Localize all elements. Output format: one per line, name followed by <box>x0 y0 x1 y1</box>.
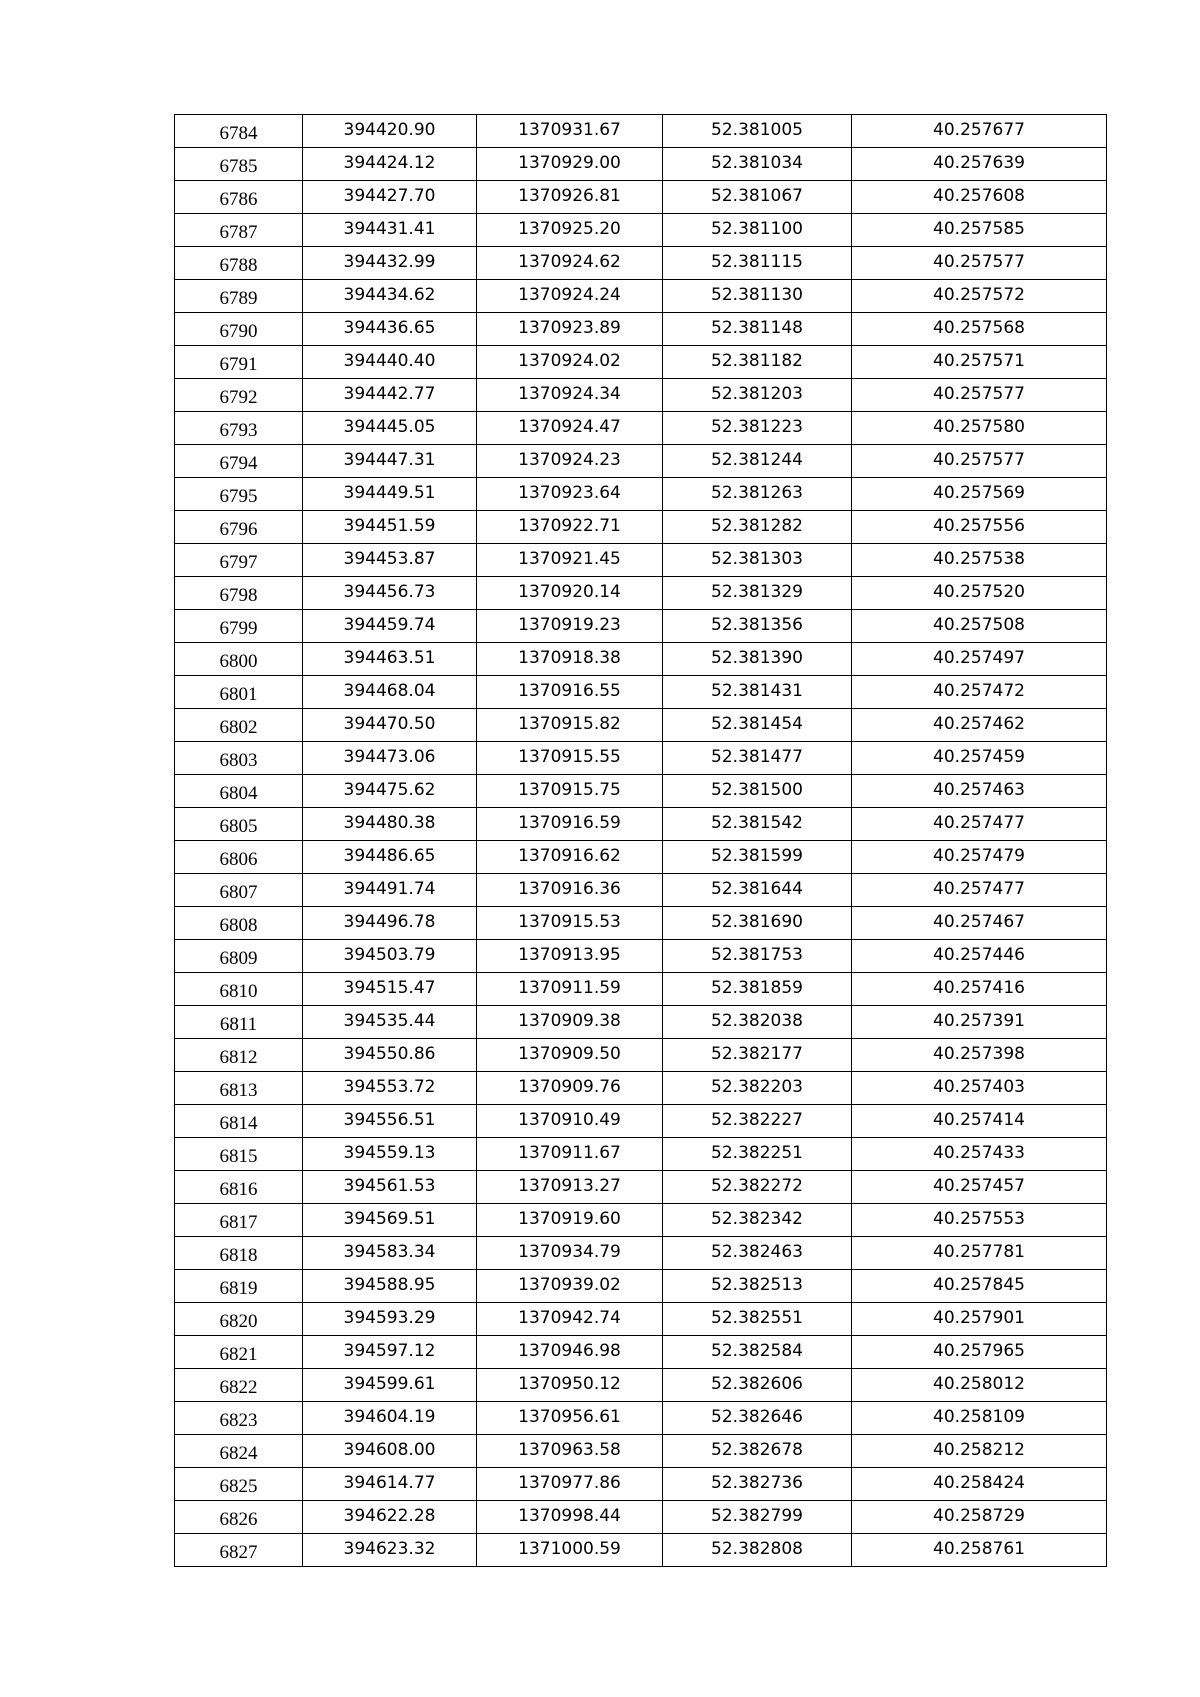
longitude-cell: 40.257403 <box>852 1072 1107 1105</box>
coord-x-cell: 394434.62 <box>303 280 477 313</box>
coord-x-cell: 394424.12 <box>303 148 477 181</box>
point-number-cell: 6826 <box>175 1501 303 1534</box>
longitude-cell: 40.258012 <box>852 1369 1107 1402</box>
point-number-cell: 6817 <box>175 1204 303 1237</box>
table-row <box>175 973 1107 1006</box>
coord-y-cell: 1370963.58 <box>477 1435 663 1468</box>
longitude-cell: 40.257391 <box>852 1006 1107 1039</box>
point-number-cell: 6819 <box>175 1270 303 1303</box>
coord-x-cell: 394436.65 <box>303 313 477 346</box>
table-row <box>175 1303 1107 1336</box>
coord-y-cell: 1370924.62 <box>477 247 663 280</box>
coord-y-cell: 1370923.89 <box>477 313 663 346</box>
longitude-cell: 40.258761 <box>852 1534 1107 1567</box>
longitude-cell: 40.257585 <box>852 214 1107 247</box>
point-number-cell: 6823 <box>175 1402 303 1435</box>
latitude-cell: 52.382251 <box>663 1138 852 1171</box>
longitude-cell: 40.257433 <box>852 1138 1107 1171</box>
coord-y-cell: 1370916.36 <box>477 874 663 907</box>
table-row <box>175 1006 1107 1039</box>
latitude-cell: 52.381182 <box>663 346 852 379</box>
coord-x-cell: 394468.04 <box>303 676 477 709</box>
coord-x-cell: 394535.44 <box>303 1006 477 1039</box>
coord-x-cell: 394604.19 <box>303 1402 477 1435</box>
coord-y-cell: 1370929.00 <box>477 148 663 181</box>
point-number-cell: 6796 <box>175 511 303 544</box>
coord-x-cell: 394496.78 <box>303 907 477 940</box>
coord-y-cell: 1370924.34 <box>477 379 663 412</box>
table-row <box>175 478 1107 511</box>
longitude-cell: 40.257639 <box>852 148 1107 181</box>
latitude-cell: 52.381005 <box>663 115 852 148</box>
table-row <box>175 1435 1107 1468</box>
table-row <box>175 1270 1107 1303</box>
table-row <box>175 1204 1107 1237</box>
point-number-cell: 6816 <box>175 1171 303 1204</box>
latitude-cell: 52.382551 <box>663 1303 852 1336</box>
coord-y-cell: 1370915.75 <box>477 775 663 808</box>
longitude-cell: 40.257477 <box>852 874 1107 907</box>
point-number-cell: 6825 <box>175 1468 303 1501</box>
table-row <box>175 115 1107 148</box>
longitude-cell: 40.258212 <box>852 1435 1107 1468</box>
coord-x-cell: 394622.28 <box>303 1501 477 1534</box>
coord-x-cell: 394447.31 <box>303 445 477 478</box>
longitude-cell: 40.257472 <box>852 676 1107 709</box>
longitude-cell: 40.258729 <box>852 1501 1107 1534</box>
longitude-cell: 40.257538 <box>852 544 1107 577</box>
coord-x-cell: 394550.86 <box>303 1039 477 1072</box>
coord-y-cell: 1370950.12 <box>477 1369 663 1402</box>
point-number-cell: 6791 <box>175 346 303 379</box>
latitude-cell: 52.381454 <box>663 709 852 742</box>
longitude-cell: 40.257571 <box>852 346 1107 379</box>
longitude-cell: 40.257479 <box>852 841 1107 874</box>
point-number-cell: 6785 <box>175 148 303 181</box>
coord-x-cell: 394475.62 <box>303 775 477 808</box>
table-row <box>175 148 1107 181</box>
latitude-cell: 52.382606 <box>663 1369 852 1402</box>
latitude-cell: 52.381130 <box>663 280 852 313</box>
coord-x-cell: 394442.77 <box>303 379 477 412</box>
latitude-cell: 52.381034 <box>663 148 852 181</box>
coord-x-cell: 394456.73 <box>303 577 477 610</box>
table-row <box>175 1072 1107 1105</box>
point-number-cell: 6790 <box>175 313 303 346</box>
coord-x-cell: 394453.87 <box>303 544 477 577</box>
latitude-cell: 52.381115 <box>663 247 852 280</box>
coord-x-cell: 394503.79 <box>303 940 477 973</box>
coord-x-cell: 394420.90 <box>303 115 477 148</box>
table-row <box>175 1039 1107 1072</box>
point-number-cell: 6827 <box>175 1534 303 1567</box>
coord-x-cell: 394597.12 <box>303 1336 477 1369</box>
table-row <box>175 313 1107 346</box>
table-row <box>175 1402 1107 1435</box>
table-row <box>175 577 1107 610</box>
latitude-cell: 52.381303 <box>663 544 852 577</box>
longitude-cell: 40.257556 <box>852 511 1107 544</box>
longitude-cell: 40.257457 <box>852 1171 1107 1204</box>
latitude-cell: 52.381203 <box>663 379 852 412</box>
coord-y-cell: 1370924.23 <box>477 445 663 478</box>
coord-x-cell: 394431.41 <box>303 214 477 247</box>
coord-y-cell: 1370915.53 <box>477 907 663 940</box>
coord-y-cell: 1370909.76 <box>477 1072 663 1105</box>
coord-x-cell: 394593.29 <box>303 1303 477 1336</box>
longitude-cell: 40.257845 <box>852 1270 1107 1303</box>
point-number-cell: 6798 <box>175 577 303 610</box>
coord-y-cell: 1370918.38 <box>477 643 663 676</box>
coord-y-cell: 1370911.59 <box>477 973 663 1006</box>
longitude-cell: 40.257553 <box>852 1204 1107 1237</box>
point-number-cell: 6784 <box>175 115 303 148</box>
longitude-cell: 40.257568 <box>852 313 1107 346</box>
coord-y-cell: 1370924.02 <box>477 346 663 379</box>
table-row <box>175 907 1107 940</box>
table-row <box>175 643 1107 676</box>
coord-y-cell: 1370924.47 <box>477 412 663 445</box>
longitude-cell: 40.257569 <box>852 478 1107 511</box>
table-row <box>175 511 1107 544</box>
point-number-cell: 6810 <box>175 973 303 1006</box>
point-number-cell: 6809 <box>175 940 303 973</box>
coord-y-cell: 1370915.55 <box>477 742 663 775</box>
latitude-cell: 52.382736 <box>663 1468 852 1501</box>
point-number-cell: 6792 <box>175 379 303 412</box>
point-number-cell: 6822 <box>175 1369 303 1402</box>
longitude-cell: 40.257459 <box>852 742 1107 775</box>
coord-x-cell: 394432.99 <box>303 247 477 280</box>
table-row <box>175 874 1107 907</box>
coord-y-cell: 1370939.02 <box>477 1270 663 1303</box>
latitude-cell: 52.382678 <box>663 1435 852 1468</box>
latitude-cell: 52.381542 <box>663 808 852 841</box>
point-number-cell: 6802 <box>175 709 303 742</box>
point-number-cell: 6805 <box>175 808 303 841</box>
coord-y-cell: 1370919.60 <box>477 1204 663 1237</box>
point-number-cell: 6824 <box>175 1435 303 1468</box>
table-row <box>175 1171 1107 1204</box>
coord-x-cell: 394588.95 <box>303 1270 477 1303</box>
coord-x-cell: 394608.00 <box>303 1435 477 1468</box>
longitude-cell: 40.257781 <box>852 1237 1107 1270</box>
table-row <box>175 742 1107 775</box>
point-number-cell: 6821 <box>175 1336 303 1369</box>
point-number-cell: 6807 <box>175 874 303 907</box>
table-row <box>175 181 1107 214</box>
latitude-cell: 52.382227 <box>663 1105 852 1138</box>
latitude-cell: 52.381644 <box>663 874 852 907</box>
coord-y-cell: 1370922.71 <box>477 511 663 544</box>
latitude-cell: 52.381223 <box>663 412 852 445</box>
table-row <box>175 1501 1107 1534</box>
point-number-cell: 6818 <box>175 1237 303 1270</box>
point-number-cell: 6811 <box>175 1006 303 1039</box>
point-number-cell: 6797 <box>175 544 303 577</box>
point-number-cell: 6820 <box>175 1303 303 1336</box>
coord-x-cell: 394559.13 <box>303 1138 477 1171</box>
longitude-cell: 40.257477 <box>852 808 1107 841</box>
point-number-cell: 6794 <box>175 445 303 478</box>
coord-x-cell: 394491.74 <box>303 874 477 907</box>
coord-x-cell: 394459.74 <box>303 610 477 643</box>
coord-x-cell: 394480.38 <box>303 808 477 841</box>
longitude-cell: 40.258109 <box>852 1402 1107 1435</box>
table-row <box>175 346 1107 379</box>
latitude-cell: 52.382203 <box>663 1072 852 1105</box>
coord-y-cell: 1370916.55 <box>477 676 663 709</box>
coord-x-cell: 394561.53 <box>303 1171 477 1204</box>
point-number-cell: 6800 <box>175 643 303 676</box>
latitude-cell: 52.381067 <box>663 181 852 214</box>
table-row <box>175 1369 1107 1402</box>
latitude-cell: 52.382646 <box>663 1402 852 1435</box>
coordinates-table-body <box>175 115 1107 1567</box>
point-number-cell: 6812 <box>175 1039 303 1072</box>
coord-x-cell: 394569.51 <box>303 1204 477 1237</box>
point-number-cell: 6789 <box>175 280 303 313</box>
latitude-cell: 52.382513 <box>663 1270 852 1303</box>
point-number-cell: 6793 <box>175 412 303 445</box>
latitude-cell: 52.381244 <box>663 445 852 478</box>
longitude-cell: 40.257577 <box>852 247 1107 280</box>
point-number-cell: 6814 <box>175 1105 303 1138</box>
latitude-cell: 52.382808 <box>663 1534 852 1567</box>
latitude-cell: 52.382177 <box>663 1039 852 1072</box>
coord-x-cell: 394599.61 <box>303 1369 477 1402</box>
coord-x-cell: 394556.51 <box>303 1105 477 1138</box>
coord-x-cell: 394440.40 <box>303 346 477 379</box>
coord-y-cell: 1370910.49 <box>477 1105 663 1138</box>
point-number-cell: 6787 <box>175 214 303 247</box>
coord-y-cell: 1370916.59 <box>477 808 663 841</box>
longitude-cell: 40.257580 <box>852 412 1107 445</box>
coord-x-cell: 394449.51 <box>303 478 477 511</box>
latitude-cell: 52.381477 <box>663 742 852 775</box>
table-row <box>175 775 1107 808</box>
coord-y-cell: 1370916.62 <box>477 841 663 874</box>
latitude-cell: 52.381431 <box>663 676 852 709</box>
coord-x-cell: 394445.05 <box>303 412 477 445</box>
longitude-cell: 40.257608 <box>852 181 1107 214</box>
table-row <box>175 412 1107 445</box>
longitude-cell: 40.257677 <box>852 115 1107 148</box>
point-number-cell: 6795 <box>175 478 303 511</box>
latitude-cell: 52.381356 <box>663 610 852 643</box>
table-row <box>175 379 1107 412</box>
latitude-cell: 52.382342 <box>663 1204 852 1237</box>
coord-x-cell: 394473.06 <box>303 742 477 775</box>
longitude-cell: 40.257572 <box>852 280 1107 313</box>
point-number-cell: 6799 <box>175 610 303 643</box>
coord-y-cell: 1370931.67 <box>477 115 663 148</box>
longitude-cell: 40.257901 <box>852 1303 1107 1336</box>
coord-x-cell: 394470.50 <box>303 709 477 742</box>
table-row <box>175 676 1107 709</box>
latitude-cell: 52.381282 <box>663 511 852 544</box>
coord-y-cell: 1370924.24 <box>477 280 663 313</box>
coord-y-cell: 1370921.45 <box>477 544 663 577</box>
longitude-cell: 40.257463 <box>852 775 1107 808</box>
table-row <box>175 1105 1107 1138</box>
table-row <box>175 610 1107 643</box>
coord-y-cell: 1370913.95 <box>477 940 663 973</box>
table-row <box>175 1534 1107 1567</box>
latitude-cell: 52.382463 <box>663 1237 852 1270</box>
longitude-cell: 40.257416 <box>852 973 1107 1006</box>
longitude-cell: 40.257508 <box>852 610 1107 643</box>
point-number-cell: 6803 <box>175 742 303 775</box>
table-row <box>175 1336 1107 1369</box>
latitude-cell: 52.381859 <box>663 973 852 1006</box>
coord-x-cell: 394623.32 <box>303 1534 477 1567</box>
coord-y-cell: 1370920.14 <box>477 577 663 610</box>
coord-y-cell: 1370911.67 <box>477 1138 663 1171</box>
coord-y-cell: 1370919.23 <box>477 610 663 643</box>
longitude-cell: 40.257398 <box>852 1039 1107 1072</box>
latitude-cell: 52.382799 <box>663 1501 852 1534</box>
latitude-cell: 52.381329 <box>663 577 852 610</box>
coordinates-table <box>174 114 1107 1567</box>
coord-y-cell: 1370956.61 <box>477 1402 663 1435</box>
coord-y-cell: 1371000.59 <box>477 1534 663 1567</box>
coord-y-cell: 1370913.27 <box>477 1171 663 1204</box>
latitude-cell: 52.382272 <box>663 1171 852 1204</box>
longitude-cell: 40.257467 <box>852 907 1107 940</box>
longitude-cell: 40.257497 <box>852 643 1107 676</box>
table-row <box>175 940 1107 973</box>
coord-y-cell: 1370998.44 <box>477 1501 663 1534</box>
table-row <box>175 247 1107 280</box>
point-number-cell: 6788 <box>175 247 303 280</box>
coord-x-cell: 394515.47 <box>303 973 477 1006</box>
coord-x-cell: 394463.51 <box>303 643 477 676</box>
table-row <box>175 1237 1107 1270</box>
coord-y-cell: 1370934.79 <box>477 1237 663 1270</box>
latitude-cell: 52.381500 <box>663 775 852 808</box>
point-number-cell: 6815 <box>175 1138 303 1171</box>
coord-x-cell: 394614.77 <box>303 1468 477 1501</box>
latitude-cell: 52.381599 <box>663 841 852 874</box>
coord-x-cell: 394486.65 <box>303 841 477 874</box>
longitude-cell: 40.257520 <box>852 577 1107 610</box>
table-row <box>175 709 1107 742</box>
coord-y-cell: 1370926.81 <box>477 181 663 214</box>
latitude-cell: 52.382038 <box>663 1006 852 1039</box>
longitude-cell: 40.257414 <box>852 1105 1107 1138</box>
point-number-cell: 6801 <box>175 676 303 709</box>
longitude-cell: 40.257446 <box>852 940 1107 973</box>
longitude-cell: 40.257965 <box>852 1336 1107 1369</box>
table-row <box>175 1138 1107 1171</box>
longitude-cell: 40.257577 <box>852 379 1107 412</box>
table-row <box>175 841 1107 874</box>
latitude-cell: 52.381100 <box>663 214 852 247</box>
latitude-cell: 52.381753 <box>663 940 852 973</box>
point-number-cell: 6804 <box>175 775 303 808</box>
table-row <box>175 445 1107 478</box>
coord-y-cell: 1370946.98 <box>477 1336 663 1369</box>
coord-y-cell: 1370909.38 <box>477 1006 663 1039</box>
table-row <box>175 214 1107 247</box>
coord-y-cell: 1370915.82 <box>477 709 663 742</box>
coord-y-cell: 1370942.74 <box>477 1303 663 1336</box>
coord-y-cell: 1370909.50 <box>477 1039 663 1072</box>
latitude-cell: 52.381690 <box>663 907 852 940</box>
coord-y-cell: 1370925.20 <box>477 214 663 247</box>
coord-y-cell: 1370977.86 <box>477 1468 663 1501</box>
point-number-cell: 6806 <box>175 841 303 874</box>
longitude-cell: 40.258424 <box>852 1468 1107 1501</box>
point-number-cell: 6786 <box>175 181 303 214</box>
coord-x-cell: 394553.72 <box>303 1072 477 1105</box>
table-row <box>175 808 1107 841</box>
coord-x-cell: 394427.70 <box>303 181 477 214</box>
longitude-cell: 40.257577 <box>852 445 1107 478</box>
table-row <box>175 544 1107 577</box>
point-number-cell: 6813 <box>175 1072 303 1105</box>
longitude-cell: 40.257462 <box>852 709 1107 742</box>
latitude-cell: 52.381148 <box>663 313 852 346</box>
latitude-cell: 52.381263 <box>663 478 852 511</box>
point-number-cell: 6808 <box>175 907 303 940</box>
coord-x-cell: 394583.34 <box>303 1237 477 1270</box>
table-row <box>175 1468 1107 1501</box>
table-row <box>175 280 1107 313</box>
latitude-cell: 52.381390 <box>663 643 852 676</box>
latitude-cell: 52.382584 <box>663 1336 852 1369</box>
coord-x-cell: 394451.59 <box>303 511 477 544</box>
coord-y-cell: 1370923.64 <box>477 478 663 511</box>
